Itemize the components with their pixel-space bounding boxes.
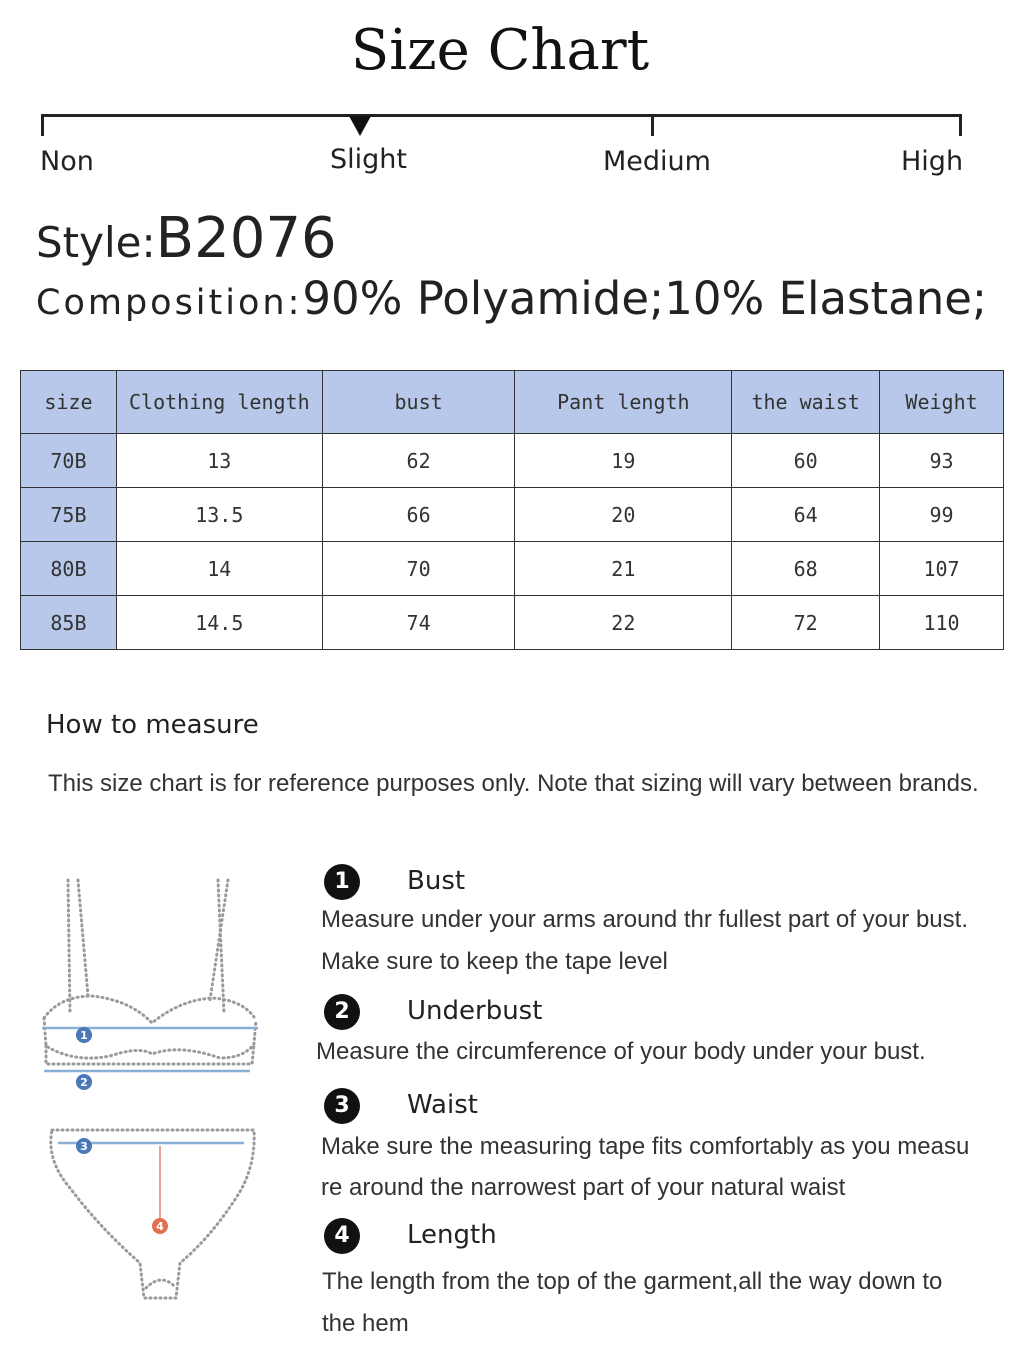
figure-marker-4: 4: [156, 1220, 164, 1233]
composition-label: Composition:: [36, 283, 303, 323]
table-row: [21, 488, 1004, 542]
table-header-row: [21, 371, 1004, 434]
step-title-length: Length: [407, 1220, 497, 1250]
style-value: B2076: [155, 206, 337, 271]
stretch-tick-high: [959, 114, 962, 136]
figure-marker-1: 1: [80, 1029, 88, 1042]
table-cell: 93: [880, 434, 1004, 488]
step-title-waist: Waist: [407, 1090, 478, 1120]
step-number-3: 3: [324, 1088, 360, 1124]
table-row: [21, 596, 1004, 650]
figure-marker-3: 3: [80, 1140, 88, 1153]
step-text: re around the narrowest part of your natural waist: [321, 1174, 846, 1201]
stretch-pointer-icon: [349, 116, 371, 136]
table-cell: 21: [515, 542, 732, 596]
table-cell: 70: [322, 542, 515, 596]
stretch-tick-non: [41, 114, 44, 136]
table-cell: 99: [880, 488, 1004, 542]
table-cell: 60: [732, 434, 880, 488]
size-cell: 80B: [21, 542, 117, 596]
section-title: How to measure: [46, 710, 259, 740]
size-cell: 70B: [21, 434, 117, 488]
composition-row: [36, 272, 987, 325]
column-header: Pant length: [515, 371, 732, 434]
size-cell: 75B: [21, 488, 117, 542]
style-label: Style:: [36, 218, 156, 267]
table-row: [21, 542, 1004, 596]
column-header: the waist: [732, 371, 880, 434]
table-cell: 14: [116, 542, 322, 596]
step-number-1: 1: [324, 864, 360, 900]
step-text: Measure under your arms around thr fullest part of your bust.: [321, 906, 968, 933]
table-cell: 66: [322, 488, 515, 542]
composition-value: 90% Polyamide;10% Elastane;: [302, 272, 988, 325]
table-cell: 72: [732, 596, 880, 650]
table-cell: 68: [732, 542, 880, 596]
table-cell: 64: [732, 488, 880, 542]
table-row: [21, 434, 1004, 488]
table-cell: 107: [880, 542, 1004, 596]
step-number-2: 2: [324, 994, 360, 1030]
column-header: Weight: [880, 371, 1004, 434]
step-title-underbust: Underbust: [407, 996, 543, 1026]
step-text: Make sure the measuring tape fits comfortably as you measu: [321, 1133, 970, 1160]
stretch-tick-medium: [651, 114, 654, 136]
reference-note: This size chart is for reference purposes only. Note that sizing will vary between brands.: [48, 770, 979, 797]
stretch-label-high: High: [901, 146, 964, 177]
table-cell: 110: [880, 596, 1004, 650]
stretch-label-medium: Medium: [603, 146, 711, 177]
size-cell: 85B: [21, 596, 117, 650]
page-title: Size Chart: [350, 18, 650, 83]
column-header: size: [21, 371, 117, 434]
figure-marker-2: 2: [80, 1076, 88, 1089]
size-table: [20, 370, 1004, 650]
table-cell: 13: [116, 434, 322, 488]
step-text: Make sure to keep the tape level: [321, 948, 668, 975]
stretch-label-slight: Slight: [330, 144, 407, 175]
table-cell: 22: [515, 596, 732, 650]
style-row: [36, 206, 337, 271]
step-text: Measure the circumference of your body under your bust.: [316, 1038, 926, 1065]
stretch-label-non: Non: [40, 146, 94, 177]
table-cell: 20: [515, 488, 732, 542]
table-cell: 62: [322, 434, 515, 488]
bikini-outline-icon: [30, 868, 280, 1308]
table-cell: 19: [515, 434, 732, 488]
stretch-scale-line: [42, 114, 962, 117]
table-cell: 14.5: [116, 596, 322, 650]
step-title-bust: Bust: [407, 866, 466, 896]
table-cell: 74: [322, 596, 515, 650]
column-header: bust: [322, 371, 515, 434]
table-cell: 13.5: [116, 488, 322, 542]
step-number-4: 4: [324, 1218, 360, 1254]
column-header: Clothing length: [116, 371, 322, 434]
step-text: The length from the top of the garment,all the way down to: [322, 1268, 943, 1295]
step-text: the hem: [322, 1310, 409, 1337]
